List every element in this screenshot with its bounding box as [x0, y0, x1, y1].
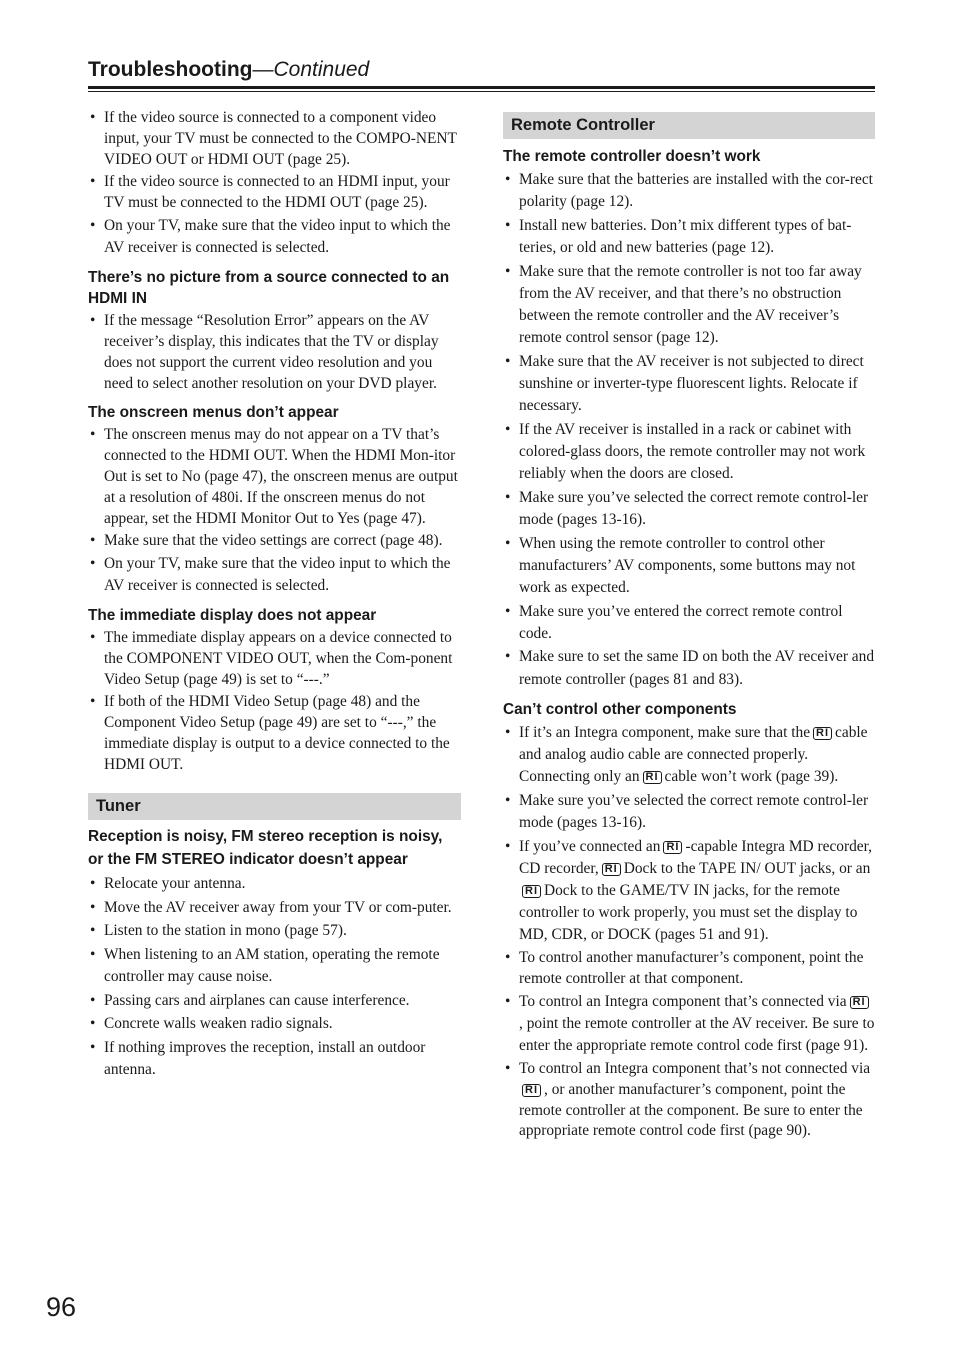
tuner-section-title: Tuner: [88, 793, 461, 820]
item-text: To control an Integra component that’s connected via: [519, 992, 847, 1010]
remote-controller-section-title: Remote Controller: [503, 112, 875, 139]
list-item: • Make sure to set the same ID on both the AV receiver and remote controller (pages 81 and 83).: [503, 646, 875, 690]
list-item: • If the video source is connected to an HDMI input, your TV must be connected to the HDMI OUT (page 25).: [88, 172, 461, 214]
item-text: If you’ve connected an: [519, 837, 661, 855]
item-text: cable won’t work (page 39).: [664, 768, 839, 786]
list-item: • When listening to an AM station, operating the remote controller may cause noise.: [88, 944, 461, 988]
list-item: • Install new batteries. Don’t mix different types of bat-teries, or old and new batteries (page 12).: [503, 215, 875, 259]
list-item: [503, 836, 875, 947]
page-title: [88, 56, 875, 84]
list-item: • Make sure that the remote controller is not too far away from the AV receiver, and that there’s no obstruction between the remote controller and the AV receiver’s remote control sensor (page 12).: [503, 261, 875, 350]
list-item: • Make sure you’ve entered the correct remote control code.: [503, 601, 875, 645]
immediate-heading: The immediate display does not appear: [88, 607, 377, 625]
item-text: Dock to the TAPE IN/ OUT jacks, or an: [623, 859, 871, 877]
list-item: [503, 1059, 875, 1142]
ri-logo-icon: RI: [602, 863, 621, 876]
onscreen-list: [88, 425, 461, 597]
ri-logo-icon: RI: [850, 996, 869, 1009]
list-item: [503, 722, 875, 789]
header-rule-thin: [88, 91, 875, 92]
intro-list: [88, 108, 461, 259]
ri-logo-icon: RI: [522, 1084, 541, 1097]
list-item: [503, 991, 875, 1058]
list-item: • Concrete walls weaken radio signals.: [88, 1013, 461, 1035]
list-item: • Relocate your antenna.: [88, 873, 461, 895]
list-item: • Make sure that the video settings are correct (page 48).: [88, 531, 461, 552]
left-column: [88, 108, 461, 1083]
list-item: • Listen to the station in mono (page 57).: [88, 920, 461, 942]
remote-list: [503, 169, 875, 691]
page-title-main: Troubleshooting: [88, 58, 253, 81]
list-item: • If both of the HDMI Video Setup (page 48) and the Component Video Setup (page 49) are set to “---,” the immediate display is output to a device connected to the HDMI OUT.: [88, 692, 461, 775]
hdmi-heading: There’s no picture from a source connected to an HDMI IN: [88, 269, 450, 308]
ri-logo-icon: RI: [813, 727, 832, 740]
list-item: • The immediate display appears on a device connected to the COMPONENT VIDEO OUT, when the Com-ponent Video Setup (page 49) is set to “---.”: [88, 628, 461, 690]
ri-logo-icon: RI: [643, 771, 662, 784]
item-text: , or another manufacturer’s component, point the remote controller at the component. Be sure to enter the appropriate remote control code first (page 90).: [519, 1080, 863, 1140]
item-text: To control an Integra component that’s not connected via: [519, 1059, 871, 1077]
list-item: • If the message “Resolution Error” appears on the AV receiver’s display, this indicates that the TV or display does not support the current video resolution and you need to select another resolution on your DVD player.: [88, 311, 461, 394]
reception-list: [88, 873, 461, 1081]
list-item: • If the AV receiver is installed in a rack or cabinet with colored-glass doors, the remote controller may not work reliably when the doors are closed.: [503, 419, 875, 486]
item-text: Dock to the GAME/TV IN jacks, for the remote controller to work properly, you must set the display to MD, CDR, or DOCK (pages 51 and 91).: [519, 882, 858, 944]
item-text: , point the remote controller at the AV receiver. Be sure to enter the appropriate remote control code first (page 91).: [519, 1015, 875, 1055]
list-item: • Make sure that the batteries are installed with the cor-rect polarity (page 12).: [503, 169, 875, 213]
ri-logo-icon: RI: [522, 885, 541, 898]
item-text: cable and analog audio cable are connected properly. Connecting only an: [519, 723, 868, 786]
list-item: • Passing cars and airplanes can cause interference.: [88, 990, 461, 1012]
other-components-heading: Can’t control other components: [503, 700, 737, 718]
item-text: If it’s an Integra component, make sure that the: [519, 723, 811, 741]
list-item: • To control another manufacturer’s component, point the remote controller at that component.: [503, 948, 875, 990]
remote-heading: The remote controller doesn’t work: [503, 148, 761, 165]
list-item: • When using the remote controller to control other manufacturers’ AV components, some buttons may not work as expected.: [503, 533, 875, 600]
list-item: • Make sure you’ve selected the correct remote control-ler mode (pages 13-16).: [503, 790, 875, 834]
list-item: • Move the AV receiver away from your TV or com-puter.: [88, 897, 461, 919]
page-header: [88, 56, 875, 92]
hdmi-list: [88, 311, 461, 394]
list-item: • If nothing improves the reception, install an outdoor antenna.: [88, 1037, 461, 1081]
onscreen-heading: The onscreen menus don’t appear: [88, 404, 339, 422]
reception-heading: Reception is noisy, FM stereo reception is noisy, or the FM STEREO indicator doesn’t appear: [88, 828, 443, 868]
list-item: • On your TV, make sure that the video input to which the AV receiver is connected is selected.: [88, 553, 461, 597]
list-item: • If the video source is connected to a component video input, your TV must be connected to the COMPO-NENT VIDEO OUT or HDMI OUT (page 25).: [88, 108, 461, 170]
item-text: -capable Integra MD recorder, CD recorder,: [519, 837, 872, 877]
list-item: • On your TV, make sure that the video input to which the AV receiver is connected is selected.: [88, 215, 461, 259]
page-title-continued: —Continued: [252, 58, 370, 81]
list-item: • The onscreen menus may do not appear on a TV that’s connected to the HDMI OUT. When the HDMI Mon-itor Out is set to No (page 47), the onscreen menus are output at a resolution of 480i. If the onscreen menus do not appear, set the HDMI Monitor Out to Yes (page 47).: [88, 425, 461, 529]
ri-logo-icon: RI: [663, 841, 682, 854]
page-number: 96: [46, 1292, 77, 1322]
other-components-list: [503, 722, 875, 1142]
header-rule-thick: [88, 86, 875, 89]
list-item: • Make sure you’ve selected the correct remote control-ler mode (pages 13-16).: [503, 487, 875, 531]
immediate-list: [88, 628, 461, 775]
right-column: [503, 108, 875, 1144]
list-item: • Make sure that the AV receiver is not subjected to direct sunshine or inverter-type fluorescent lights. Relocate if necessary.: [503, 351, 875, 418]
